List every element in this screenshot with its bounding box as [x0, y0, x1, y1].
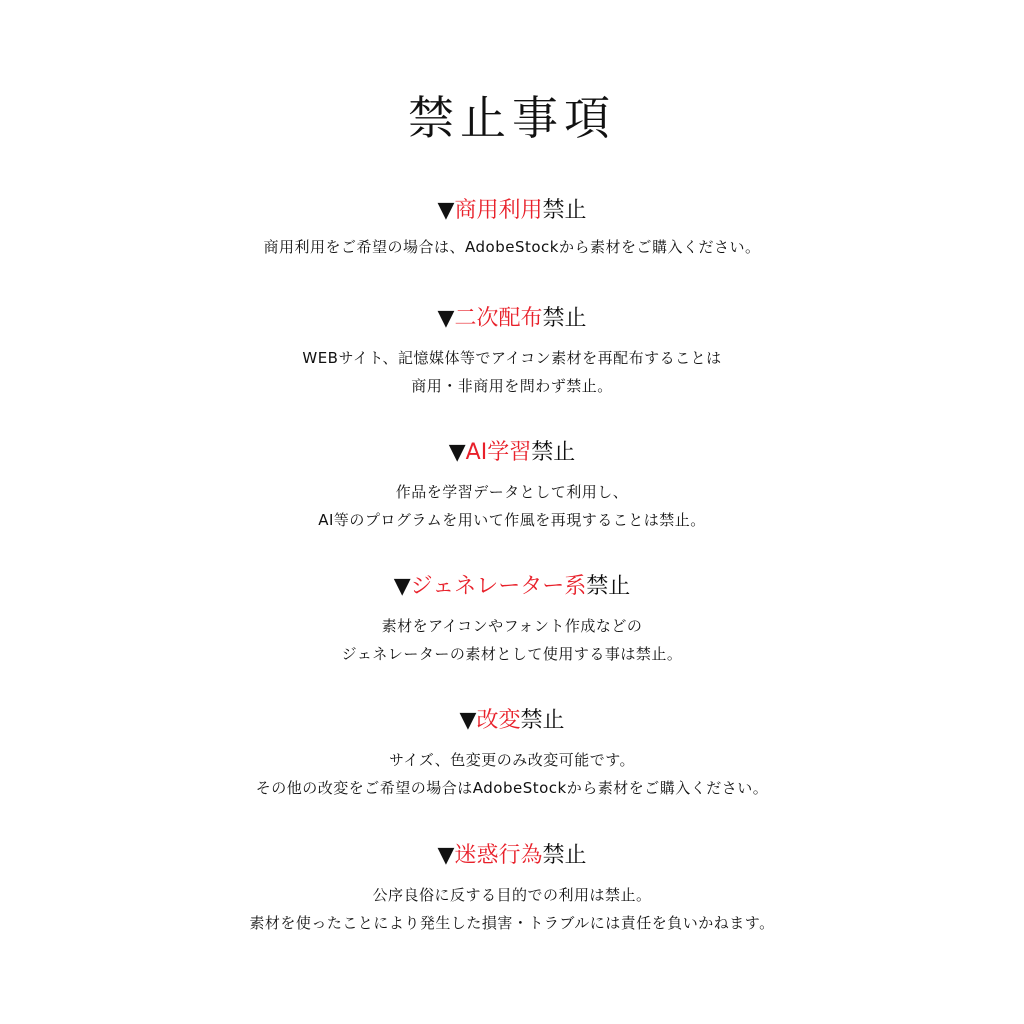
body-line: 作品を学習データとして利用し、	[395, 483, 629, 501]
body-line: 素材をアイコンやフォント作成などの	[381, 617, 643, 635]
triangle-down-icon: ▼	[437, 198, 455, 223]
triangle-down-icon: ▼	[437, 306, 455, 331]
section-heading	[0, 438, 1024, 468]
section-modification	[0, 706, 1024, 802]
section-body	[0, 478, 1024, 534]
section-ai-training	[0, 438, 1024, 534]
body-line: 素材を使ったことにより発生した損害・トラブルには責任を負いかねます。	[249, 914, 775, 932]
heading-suffix: 禁止	[542, 843, 587, 868]
section-generator	[0, 572, 1024, 668]
body-line: 公序良俗に反する目的での利用は禁止。	[372, 886, 652, 904]
section-heading	[0, 572, 1024, 602]
section-body	[0, 746, 1024, 802]
body-line: AI等のプログラムを用いて作風を再現することは禁止。	[318, 511, 706, 529]
heading-suffix: 禁止	[531, 440, 576, 465]
body-line: 商用利用をご希望の場合は、AdobeStockから素材をご購入ください。	[263, 238, 761, 256]
section-heading	[0, 304, 1024, 334]
heading-accent: 迷惑行為	[454, 843, 543, 868]
triangle-down-icon: ▼	[448, 440, 466, 465]
body-line: サイズ、色変更のみ改変可能です。	[388, 751, 636, 769]
body-line: その他の改変をご希望の場合はAdobeStockから素材をご購入ください。	[255, 779, 769, 797]
heading-suffix: 禁止	[586, 574, 631, 599]
heading-accent: ジェネレーター系	[410, 574, 587, 599]
section-heading	[0, 196, 1024, 226]
triangle-down-icon: ▼	[437, 843, 455, 868]
section-heading	[0, 841, 1024, 871]
body-line: WEBサイト、記憶媒体等でアイコン素材を再配布することは	[302, 349, 722, 367]
heading-accent: 商用利用	[454, 198, 543, 223]
section-body	[0, 881, 1024, 937]
section-redistribution	[0, 304, 1024, 400]
section-body	[0, 233, 1024, 261]
section-body	[0, 344, 1024, 400]
heading-suffix: 禁止	[542, 198, 587, 223]
heading-accent: AI学習	[465, 440, 532, 465]
heading-suffix: 禁止	[520, 708, 565, 733]
triangle-down-icon: ▼	[459, 708, 477, 733]
section-body	[0, 612, 1024, 668]
body-line: 商用・非商用を問わず禁止。	[411, 377, 613, 395]
body-line: ジェネレーターの素材として使用する事は禁止。	[341, 645, 683, 663]
heading-suffix: 禁止	[542, 306, 587, 331]
section-heading	[0, 706, 1024, 736]
page-title: 禁止事項	[408, 91, 616, 145]
triangle-down-icon: ▼	[393, 574, 411, 599]
heading-accent: 改変	[476, 708, 521, 733]
section-commercial-use	[0, 196, 1024, 261]
heading-accent: 二次配布	[454, 306, 543, 331]
section-nuisance	[0, 841, 1024, 937]
